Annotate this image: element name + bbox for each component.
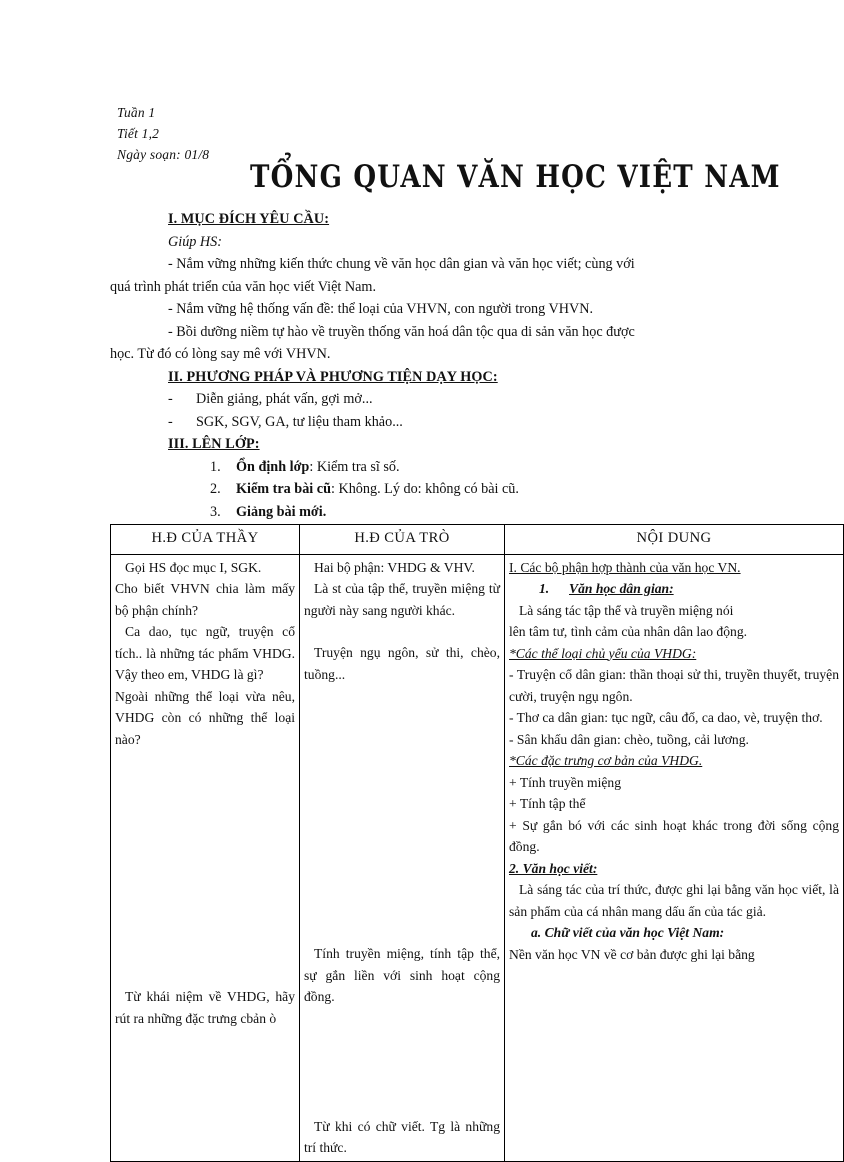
spacer: [115, 900, 295, 986]
section-3-item-2-rest: : Không. Lý do: không có bài cũ.: [330, 481, 519, 497]
table-header-row: [111, 525, 844, 555]
content-para-3: Nền văn học VN về cơ bản được ghi lại bằng: [509, 946, 755, 962]
content-subheading-1: [539, 578, 839, 600]
meta-period: Tiết 1,2: [117, 126, 160, 141]
section-1-para-2: - Nắm vững hệ thống vấn đề: thể loại của VHVN, con người trong VHVN.: [168, 301, 594, 317]
table-body: [111, 554, 844, 1161]
content-dash-2: - Thơ ca dân gian: tục ngữ, câu đố, ca dao, vè, truyện thơ.: [509, 710, 823, 725]
content-plus-1: + Tính truyền miệng: [509, 774, 621, 790]
table-row: [111, 554, 844, 1161]
section-2-item-2: [168, 411, 816, 434]
spacer: [304, 621, 500, 642]
section-2-heading: II. PHƯƠNG PHÁP VÀ PHƯƠNG TIỆN DẠY HỌC:: [168, 368, 498, 385]
column-header-student: H.Đ CỦA TRÒ: [300, 525, 505, 555]
section-3-item-1: [210, 456, 816, 479]
content-subheading-a: a. Chữ viết của văn học Việt Nam:: [531, 925, 725, 940]
section-3-item-1-label: Ổn định lớp: [236, 458, 310, 475]
list-number: 2.: [210, 481, 221, 497]
section-1-para-3a: - Bồi dưỡng niềm tự hào về truyền thống văn hoá dân tộc qua di sản văn học được: [168, 323, 635, 340]
column-header-teacher: H.Đ CỦA THẦY: [111, 525, 300, 555]
content-star-1: *Các thể loại chủ yếu của VHDG:: [509, 645, 697, 661]
student-line-2: Là st của tập thể, truyền miệng từ người này sang người khác.: [304, 581, 500, 618]
section-2-item-1-label: Diễn giảng, phát vấn, gợi mở...: [196, 391, 373, 407]
teacher-line-3: Ca dao, tục ngữ, truyện cổ tích.. là những tác phẩm VHDG. Vậy theo em, VHDG là gì?: [115, 624, 295, 682]
lesson-plan-table: [110, 524, 844, 1162]
spacer: [304, 1008, 500, 1116]
section-3-item-1-rest: : Kiểm tra sĩ số.: [309, 458, 400, 475]
section-3-item-2: [210, 478, 816, 501]
content-dash-3: - Sân khấu dân gian: chèo, tuồng, cải lương.: [509, 731, 749, 747]
content-para-1a: Là sáng tác tập thể và truyền miệng nói: [519, 602, 734, 618]
cell-teacher-activities: [111, 554, 300, 1161]
cell-content: [505, 554, 844, 1161]
section-3-item-3: [210, 501, 816, 524]
content-dash-1: - Truyện cổ dân gian: thần thoại sử thi, truyền thuyết, truyện cười, truyện ngụ ngôn.: [509, 667, 839, 704]
content-subheading-1-label: Văn học dân gian:: [569, 581, 674, 596]
content-star-2: *Các đặc trưng cơ bản của VHDG.: [509, 753, 703, 768]
teacher-line-5: Từ khái niệm về VHDG, hãy rút ra những đặc trưng cbản ò: [115, 989, 295, 1026]
table-head: [111, 525, 844, 555]
list-number: 3.: [210, 503, 221, 520]
student-line-3: Truyện ngụ ngôn, sử thi, chèo, tuồng...: [304, 645, 500, 682]
meta-week: Tuần 1: [117, 105, 156, 120]
content-para-2: Là sáng tác của trí thức, được ghi lại bằng văn học viết, là sản phẩm của cá nhân mang dấu ấn của tác giả.: [509, 882, 839, 919]
cell-student-activities: [300, 554, 505, 1161]
section-3-item-2-label: Kiểm tra bài cũ: [236, 481, 331, 497]
section-3-item-3-label: Giảng bài mới.: [236, 503, 327, 520]
teacher-line-4: Ngoài những thể loại vừa nêu, VHDG còn có những thể loại nào?: [115, 688, 295, 747]
content-para-1b: lên tâm tư, tình cảm của nhân dân lao động.: [509, 624, 748, 639]
spacer: [304, 835, 500, 943]
section-1-para-1a: - Nắm vững những kiến thức chung về văn học dân gian và văn học viết; cùng với: [168, 256, 635, 272]
spacer: [304, 685, 500, 835]
document-title: TỔNG QUAN VĂN HỌC VIỆT NAM: [250, 158, 781, 195]
spacer: [115, 750, 295, 900]
section-3-heading: III. LÊN LỚP:: [168, 436, 260, 452]
section-2-item-1: [168, 388, 816, 411]
student-line-4: Tính truyền miệng, tính tập thể, sự gắn liền với sinh hoạt cộng đồng.: [304, 946, 500, 1004]
section-1-para-1b: quá trình phát triển của văn học viết Việt Nam.: [110, 278, 377, 295]
section-1-subheading: Giúp HS:: [168, 233, 222, 250]
teacher-line-1: Gọi HS đọc mục I, SGK.: [125, 559, 262, 575]
list-number: 1.: [539, 581, 550, 596]
teacher-line-2: Cho biết VHVN chia làm mấy bộ phận chính?: [115, 581, 295, 618]
section-2-item-2-label: SGK, SGV, GA, tư liệu tham khảo...: [196, 413, 403, 430]
section-1-para-3b: học. Từ đó có lòng say mê với VHVN.: [110, 346, 331, 362]
content-heading-1: I. Các bộ phận hợp thành của văn học VN.: [509, 559, 741, 575]
list-number: 1.: [210, 458, 221, 475]
section-1-heading: I. MỤC ĐÍCH YÊU CẦU:: [168, 211, 330, 227]
student-line-5: Từ khi có chữ viết. Tg là những trí thức.: [304, 1118, 500, 1155]
content-subheading-2: 2. Văn học viết:: [509, 860, 598, 876]
dash-bullet: -: [168, 391, 173, 407]
meta-date: Ngày soạn: 01/8: [117, 147, 210, 162]
student-line-1: Hai bộ phận: VHDG & VHV.: [314, 559, 475, 575]
content-plus-3: + Sự gắn bó với các sinh hoạt khác trong đời sống cộng đồng.: [509, 817, 839, 854]
content-plus-2: + Tính tập thể: [509, 796, 586, 811]
lesson-body: [110, 208, 816, 523]
column-header-content: NỘI DUNG: [505, 525, 844, 555]
dash-bullet: -: [168, 413, 173, 430]
lesson-meta: [117, 102, 209, 165]
